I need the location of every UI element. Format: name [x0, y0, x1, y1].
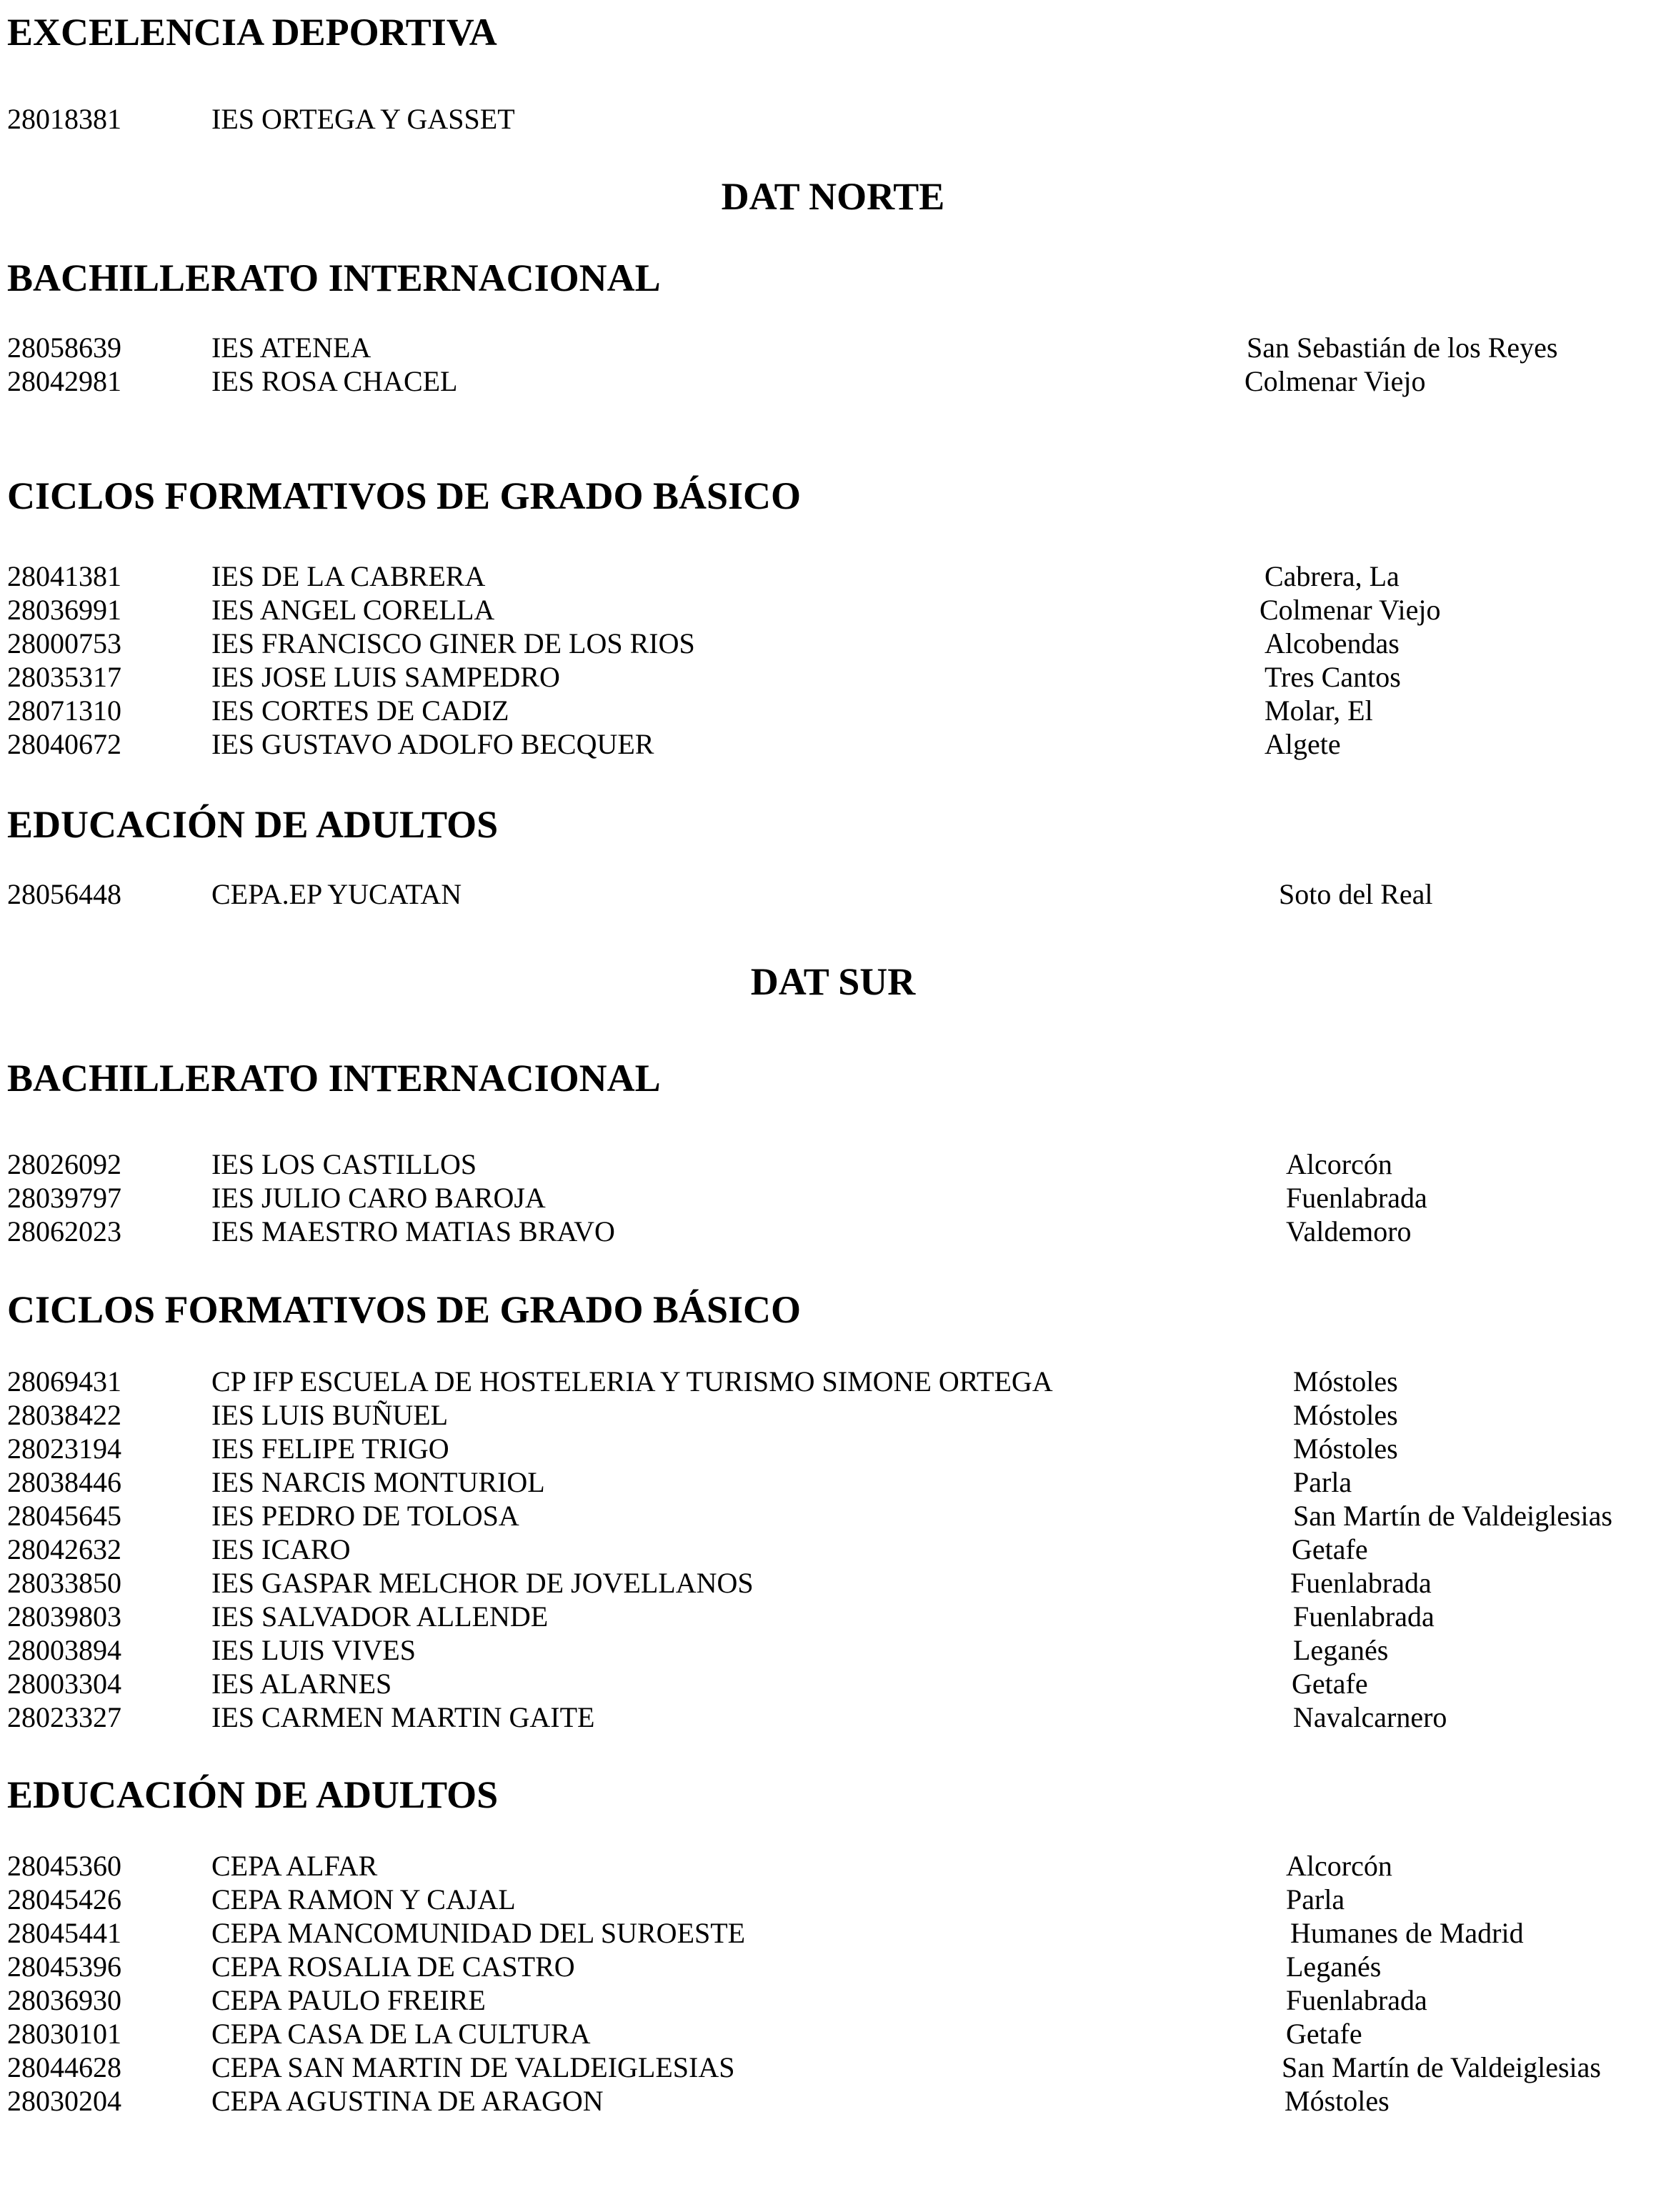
center-location: Leganés [1286, 1951, 1382, 1983]
center-name: IES ICARO [211, 1533, 351, 1565]
school-row [0, 1850, 1666, 1882]
center-code: 28045396 [7, 1951, 121, 1983]
center-name: CEPA CASA DE LA CULTURA [211, 2018, 591, 2050]
school-row [0, 561, 1666, 592]
center-code: 28041381 [7, 560, 121, 592]
center-location: Alcobendas [1265, 627, 1400, 659]
center-code: 28023327 [7, 1701, 121, 1733]
school-row [0, 628, 1666, 659]
section-heading: CICLOS FORMATIVOS DE GRADO BÁSICO [7, 1288, 802, 1331]
center-location: Getafe [1286, 2018, 1362, 2050]
school-row [0, 332, 1666, 364]
center-name: CEPA MANCOMUNIDAD DEL SUROESTE [211, 1917, 746, 1949]
center-location: Algete [1265, 728, 1341, 760]
section-heading: EDUCACIÓN DE ADULTOS [7, 803, 499, 846]
center-location: Fuenlabrada [1286, 1984, 1427, 2016]
center-location: Fuenlabrada [1286, 1182, 1427, 1214]
center-location: Alcorcón [1286, 1850, 1392, 1882]
school-row [0, 1985, 1666, 2016]
center-name: IES ALARNES [211, 1668, 392, 1700]
center-name: IES JOSE LUIS SAMPEDRO [211, 661, 560, 693]
center-code: 28000753 [7, 627, 121, 659]
center-code: 28045441 [7, 1917, 121, 1949]
center-code: 28038446 [7, 1466, 121, 1498]
center-location: Valdemoro [1286, 1215, 1412, 1247]
center-location: San Martín de Valdeiglesias [1293, 1500, 1612, 1532]
center-name: IES FELIPE TRIGO [211, 1433, 449, 1465]
school-row [0, 104, 1666, 135]
center-name: IES GASPAR MELCHOR DE JOVELLANOS [211, 1567, 754, 1599]
center-location: San Martín de Valdeiglesias [1282, 2051, 1601, 2083]
center-name: IES DE LA CABRERA [211, 560, 486, 592]
center-name: IES NARCIS MONTURIOL [211, 1466, 545, 1498]
center-location: Fuenlabrada [1290, 1567, 1432, 1599]
center-location: Tres Cantos [1265, 661, 1401, 693]
center-name: IES PEDRO DE TOLOSA [211, 1500, 519, 1532]
school-row [0, 366, 1666, 397]
center-name: CEPA ALFAR [211, 1850, 378, 1882]
school-row [0, 1668, 1666, 1700]
center-code: 28042981 [7, 365, 121, 397]
school-row [0, 1467, 1666, 1498]
center-name: IES GUSTAVO ADOLFO BECQUER [211, 728, 654, 760]
center-location: Soto del Real [1279, 878, 1433, 910]
center-code: 28033850 [7, 1567, 121, 1599]
school-row [0, 1534, 1666, 1565]
center-location: Colmenar Viejo [1244, 365, 1426, 397]
center-name: IES ROSA CHACEL [211, 365, 458, 397]
center-name: IES ANGEL CORELLA [211, 594, 495, 626]
school-row [0, 1918, 1666, 1949]
center-code: 28058639 [7, 332, 121, 364]
school-row [0, 1635, 1666, 1666]
center-location: Parla [1293, 1466, 1352, 1498]
center-location: Colmenar Viejo [1260, 594, 1441, 626]
center-location: Móstoles [1293, 1365, 1398, 1398]
center-code: 28056448 [7, 878, 121, 910]
center-name: IES CARMEN MARTIN GAITE [211, 1701, 595, 1733]
school-row [0, 2086, 1666, 2117]
center-name: CEPA RAMON Y CAJAL [211, 1883, 516, 1915]
school-row [0, 1216, 1666, 1247]
center-code: 28071310 [7, 694, 121, 727]
center-location: Molar, El [1265, 694, 1373, 727]
center-code: 28062023 [7, 1215, 121, 1247]
center-code: 28045645 [7, 1500, 121, 1532]
center-name: CP IFP ESCUELA DE HOSTELERIA Y TURISMO SIMONE ORTEGA [211, 1365, 1053, 1398]
center-code: 28045426 [7, 1883, 121, 1915]
school-row [0, 1601, 1666, 1633]
center-name: CEPA.EP YUCATAN [211, 878, 462, 910]
center-location: Móstoles [1293, 1433, 1398, 1465]
center-code: 28036991 [7, 594, 121, 626]
school-row [0, 1182, 1666, 1214]
school-row [0, 1702, 1666, 1733]
center-code: 28018381 [7, 103, 121, 135]
center-name: IES ORTEGA Y GASSET [211, 103, 515, 135]
section-heading: CICLOS FORMATIVOS DE GRADO BÁSICO [7, 474, 802, 517]
school-row [0, 879, 1666, 910]
center-code: 28036930 [7, 1984, 121, 2016]
center-name: IES LOS CASTILLOS [211, 1148, 477, 1180]
center-name: IES ATENEA [211, 332, 371, 364]
school-row [0, 1500, 1666, 1532]
school-row [0, 1951, 1666, 1983]
center-code: 28030204 [7, 2085, 121, 2117]
center-location: Móstoles [1285, 2085, 1390, 2117]
center-code: 28030101 [7, 2018, 121, 2050]
center-name: IES MAESTRO MATIAS BRAVO [211, 1215, 615, 1247]
center-location: Móstoles [1293, 1399, 1398, 1431]
school-row [0, 594, 1666, 626]
center-name: IES CORTES DE CADIZ [211, 694, 509, 727]
section-heading: EXCELENCIA DEPORTIVA [7, 11, 497, 54]
center-code: 28045360 [7, 1850, 121, 1882]
center-code: 28003894 [7, 1634, 121, 1666]
center-name: IES FRANCISCO GINER DE LOS RIOS [211, 627, 695, 659]
center-code: 28069431 [7, 1365, 121, 1398]
school-row [0, 1149, 1666, 1180]
center-location: Leganés [1293, 1634, 1389, 1666]
center-code: 28003304 [7, 1668, 121, 1700]
center-name: IES LUIS BUÑUEL [211, 1399, 449, 1431]
section-heading: BACHILLERATO INTERNACIONAL [7, 1057, 661, 1100]
section-heading: BACHILLERATO INTERNACIONAL [7, 256, 661, 299]
school-row [0, 1400, 1666, 1431]
center-location: Parla [1286, 1883, 1345, 1915]
center-code: 28044628 [7, 2051, 121, 2083]
region-title: DAT NORTE [721, 175, 945, 218]
center-name: IES LUIS VIVES [211, 1634, 416, 1666]
center-location: Getafe [1292, 1533, 1368, 1565]
center-location: San Sebastián de los Reyes [1247, 332, 1558, 364]
center-location: Fuenlabrada [1293, 1600, 1435, 1633]
center-code: 28026092 [7, 1148, 121, 1180]
school-row [0, 2018, 1666, 2050]
center-location: Getafe [1292, 1668, 1368, 1700]
center-code: 28023194 [7, 1433, 121, 1465]
center-location: Cabrera, La [1265, 560, 1400, 592]
center-name: IES JULIO CARO BAROJA [211, 1182, 546, 1214]
school-row [0, 729, 1666, 760]
center-location: Navalcarnero [1293, 1701, 1447, 1733]
school-row [0, 2052, 1666, 2083]
school-row [0, 1433, 1666, 1465]
center-location: Humanes de Madrid [1290, 1917, 1524, 1949]
school-row [0, 1884, 1666, 1915]
region-title: DAT SUR [750, 960, 916, 1003]
center-code: 28039803 [7, 1600, 121, 1633]
school-row [0, 1568, 1666, 1599]
center-name: CEPA PAULO FREIRE [211, 1984, 486, 2016]
school-row [0, 1366, 1666, 1398]
school-row [0, 695, 1666, 727]
center-name: IES SALVADOR ALLENDE [211, 1600, 549, 1633]
center-location: Alcorcón [1286, 1148, 1392, 1180]
center-code: 28038422 [7, 1399, 121, 1431]
school-row [0, 662, 1666, 693]
center-code: 28042632 [7, 1533, 121, 1565]
center-name: CEPA ROSALIA DE CASTRO [211, 1951, 575, 1983]
section-heading: EDUCACIÓN DE ADULTOS [7, 1773, 499, 1816]
center-code: 28039797 [7, 1182, 121, 1214]
center-code: 28040672 [7, 728, 121, 760]
center-name: CEPA SAN MARTIN DE VALDEIGLESIAS [211, 2051, 735, 2083]
center-name: CEPA AGUSTINA DE ARAGON [211, 2085, 604, 2117]
center-code: 28035317 [7, 661, 121, 693]
